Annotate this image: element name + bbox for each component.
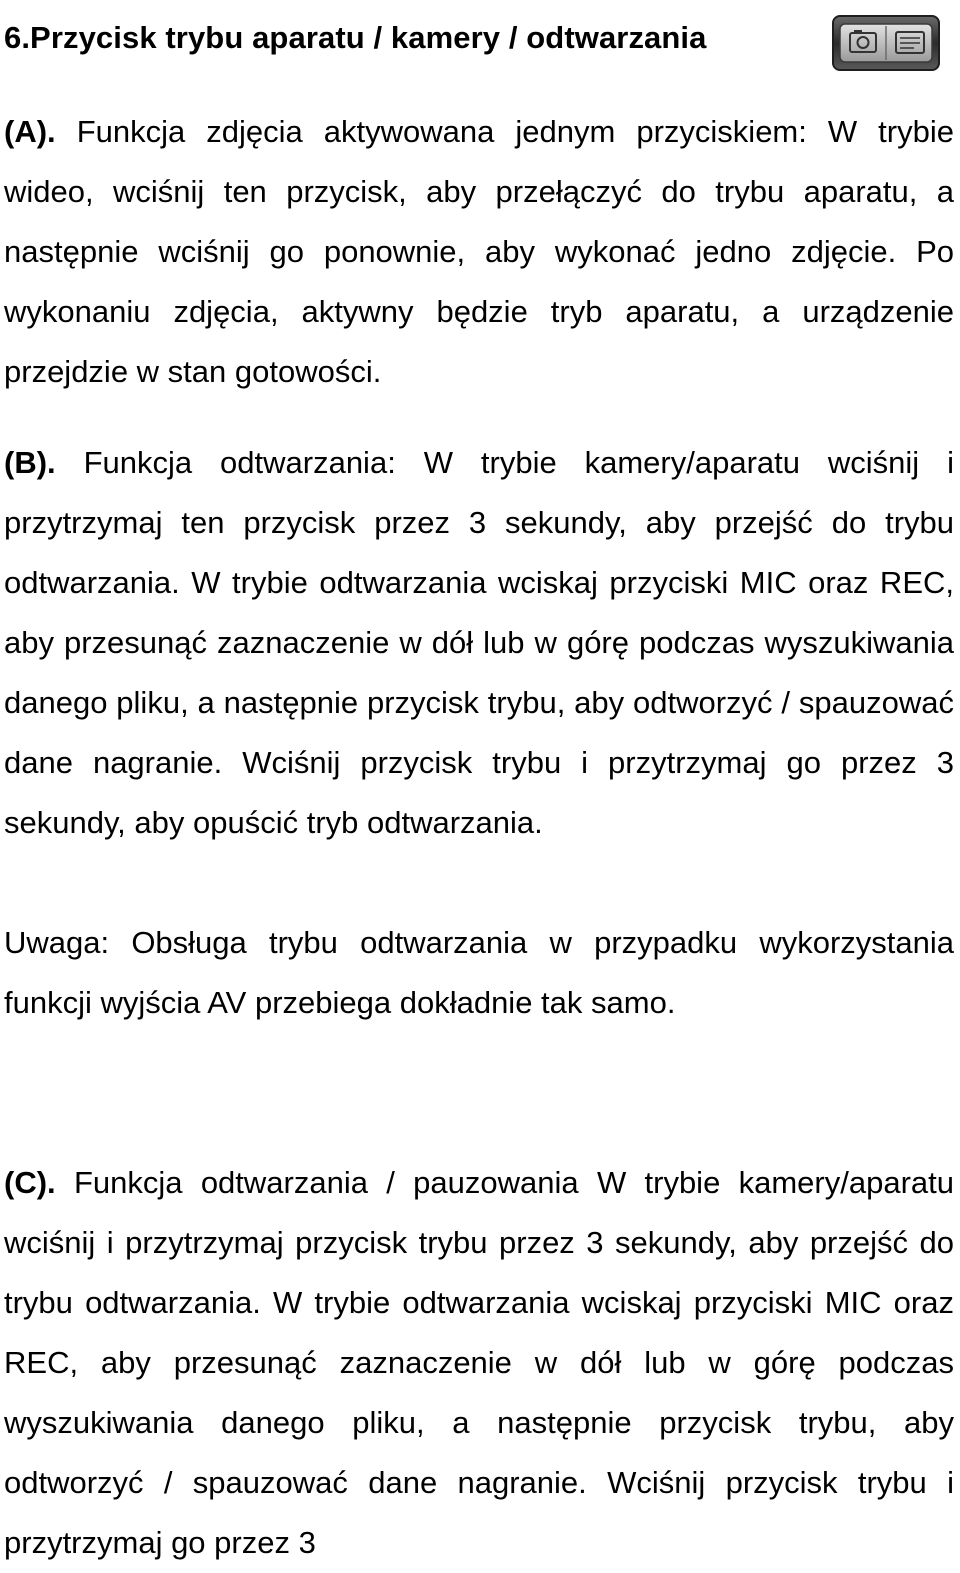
paragraph-c-label: (C).	[4, 1165, 56, 1200]
section-heading: 6.Przycisk trybu aparatu / kamery / odtwarzania	[4, 20, 707, 55]
note-text: Uwaga: Obsługa trybu odtwarzania w przypadku wykorzystania funkcji wyjścia AV przebiega dokładnie tak samo.	[4, 925, 954, 1020]
camera-playback-mode-button-icon	[832, 14, 940, 72]
section-header	[4, 14, 954, 72]
paragraph-b	[4, 433, 954, 853]
paragraph-b-text: Funkcja odtwarzania: W trybie kamery/aparatu wciśnij i przytrzymaj ten przycisk przez 3 sekundy, aby przejść do trybu odtwarzania. W trybie odtwarzania wciskaj przyciski MIC oraz REC, aby przesunąć zaznaczenie w dół lub w górę podczas wyszukiwania danego pliku, a następnie przycisk trybu, aby odtworzyć / spauzować dane nagranie. Wciśnij przycisk trybu i przytrzymaj go przez 3 sekundy, aby opuścić tryb odtwarzania.	[4, 445, 954, 840]
paragraph-b-label: (B).	[4, 445, 56, 480]
paragraph-a	[4, 102, 954, 402]
note-paragraph	[4, 913, 954, 1033]
paragraph-c-text: Funkcja odtwarzania / pauzowania W trybie kamery/aparatu wciśnij i przytrzymaj przycisk trybu przez 3 sekundy, aby przejść do trybu odtwarzania. W trybie odtwarzania wciskaj przyciski MIC oraz REC, aby przesunąć zaznaczenie w dół lub w górę podczas wyszukiwania danego pliku, a następnie przycisk trybu, aby odtworzyć / spauzować dane nagranie. Wciśnij przycisk trybu i przytrzymaj go przez 3	[4, 1165, 954, 1560]
paragraph-c	[4, 1153, 954, 1573]
paragraph-a-label: (A).	[4, 114, 56, 149]
paragraph-a-text: Funkcja zdjęcia aktywowana jednym przyciskiem: W trybie wideo, wciśnij ten przycisk, aby przełączyć do trybu aparatu, a następnie wciśnij go ponownie, aby wykonać jedno zdjęcie. Po wykonaniu zdjęcia, aktywny będzie tryb aparatu, a urządzenie przejdzie w stan gotowości.	[4, 114, 954, 389]
